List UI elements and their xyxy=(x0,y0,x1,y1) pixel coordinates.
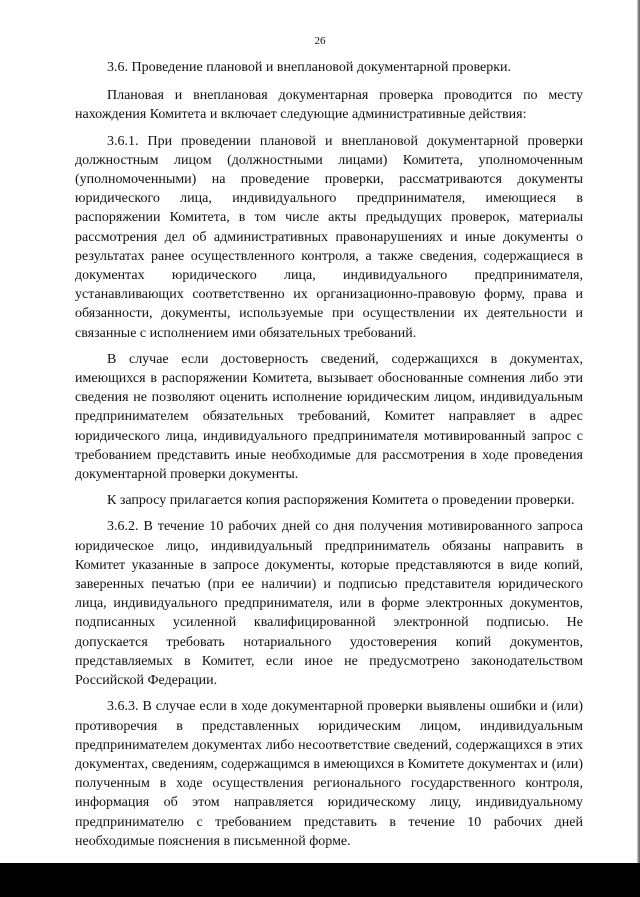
paragraph-3-6-1: 3.6.1. При проведении плановой и внеплановой документарной проверки должностным лицом (должностными лицами) Комитета, уполномоченным (уполномоченными) на проведение проверки, рассматриваются документы юридического лица, индивидуального предпринимателя, имеющиеся в распоряжении Комитета, в том числе акты предыдущих проверок, материалы рассмотрения дел об административных правонарушениях и иные документы о результатах ранее осуществленного контроля, а также сведения, содержащиеся в документах юридического лица, индивидуального предпринимателя, устанавливающих соответственно их организационно-правовую форму, права и обязанности, документы, используемые при осуществлении их деятельности и связанные с исполнением ими обязательных требований. xyxy=(75,133,583,341)
document-body xyxy=(75,58,583,858)
paragraph-3-6-3: 3.6.3. В случае если в ходе документарной проверки выявлены ошибки и (или) противоречия в представленных юридическим лицом, индивидуальным предпринимателем документах либо несоответствие сведений, содержащихся в этих документах, сведениям, содержащимся в имеющихся в Комитете документах и (или) полученным в ходе осуществления регионального государственного контроля, информация об этом направляется юридическому лицу, индивидуальному предпринимателю с требованием представить в течение 10 рабочих дней необходимые пояснения в письменной форме. xyxy=(75,699,583,849)
section-heading-3-6: 3.6. Проведение плановой и внеплановой документарной проверки. xyxy=(107,60,512,75)
paragraph-attachment: К запросу прилагается копия распоряжения Комитета о проведении проверки. xyxy=(107,493,575,509)
paragraph-intro: Плановая и внеплановая документарная проверка проводится по месту нахождения Комитета и включает следующие административные действия: xyxy=(75,88,583,123)
page-number: 26 xyxy=(314,35,326,47)
scan-bottom-bar xyxy=(0,863,640,897)
paragraph-3-6-2: 3.6.2. В течение 10 рабочих дней со дня получения мотивированного запроса юридическое лицо, индивидуальный предприниматель обязаны направить в Комитет указанные в запросе документы, которые представляются в виде копий, заверенных печатью (при ее наличии) и подписью представителя юридического лица, индивидуального предпринимателя, или в форме электронных документов, подписанных усиленной квалифицированной электронной подписью. Не допускается требовать нотариального удостоверения копий документов, представляемых в Комитет, если иное не предусмотрено законодательством Российской Федерации. xyxy=(75,519,583,689)
paragraph-doubt-case: В случае если достоверность сведений, содержащихся в документах, имеющихся в распоряжении Комитета, вызывает обоснованные сомнения либо эти сведения не позволяют оценить исполнение юридическим лицом, индивидуальным предпринимателем обязательных требований, Комитет направляет в адрес юридического лица, индивидуального предпринимателя мотивированный запрос с требованием представить иные необходимые для рассмотрения в ходе проведения документарной проверки документы. xyxy=(75,351,583,483)
